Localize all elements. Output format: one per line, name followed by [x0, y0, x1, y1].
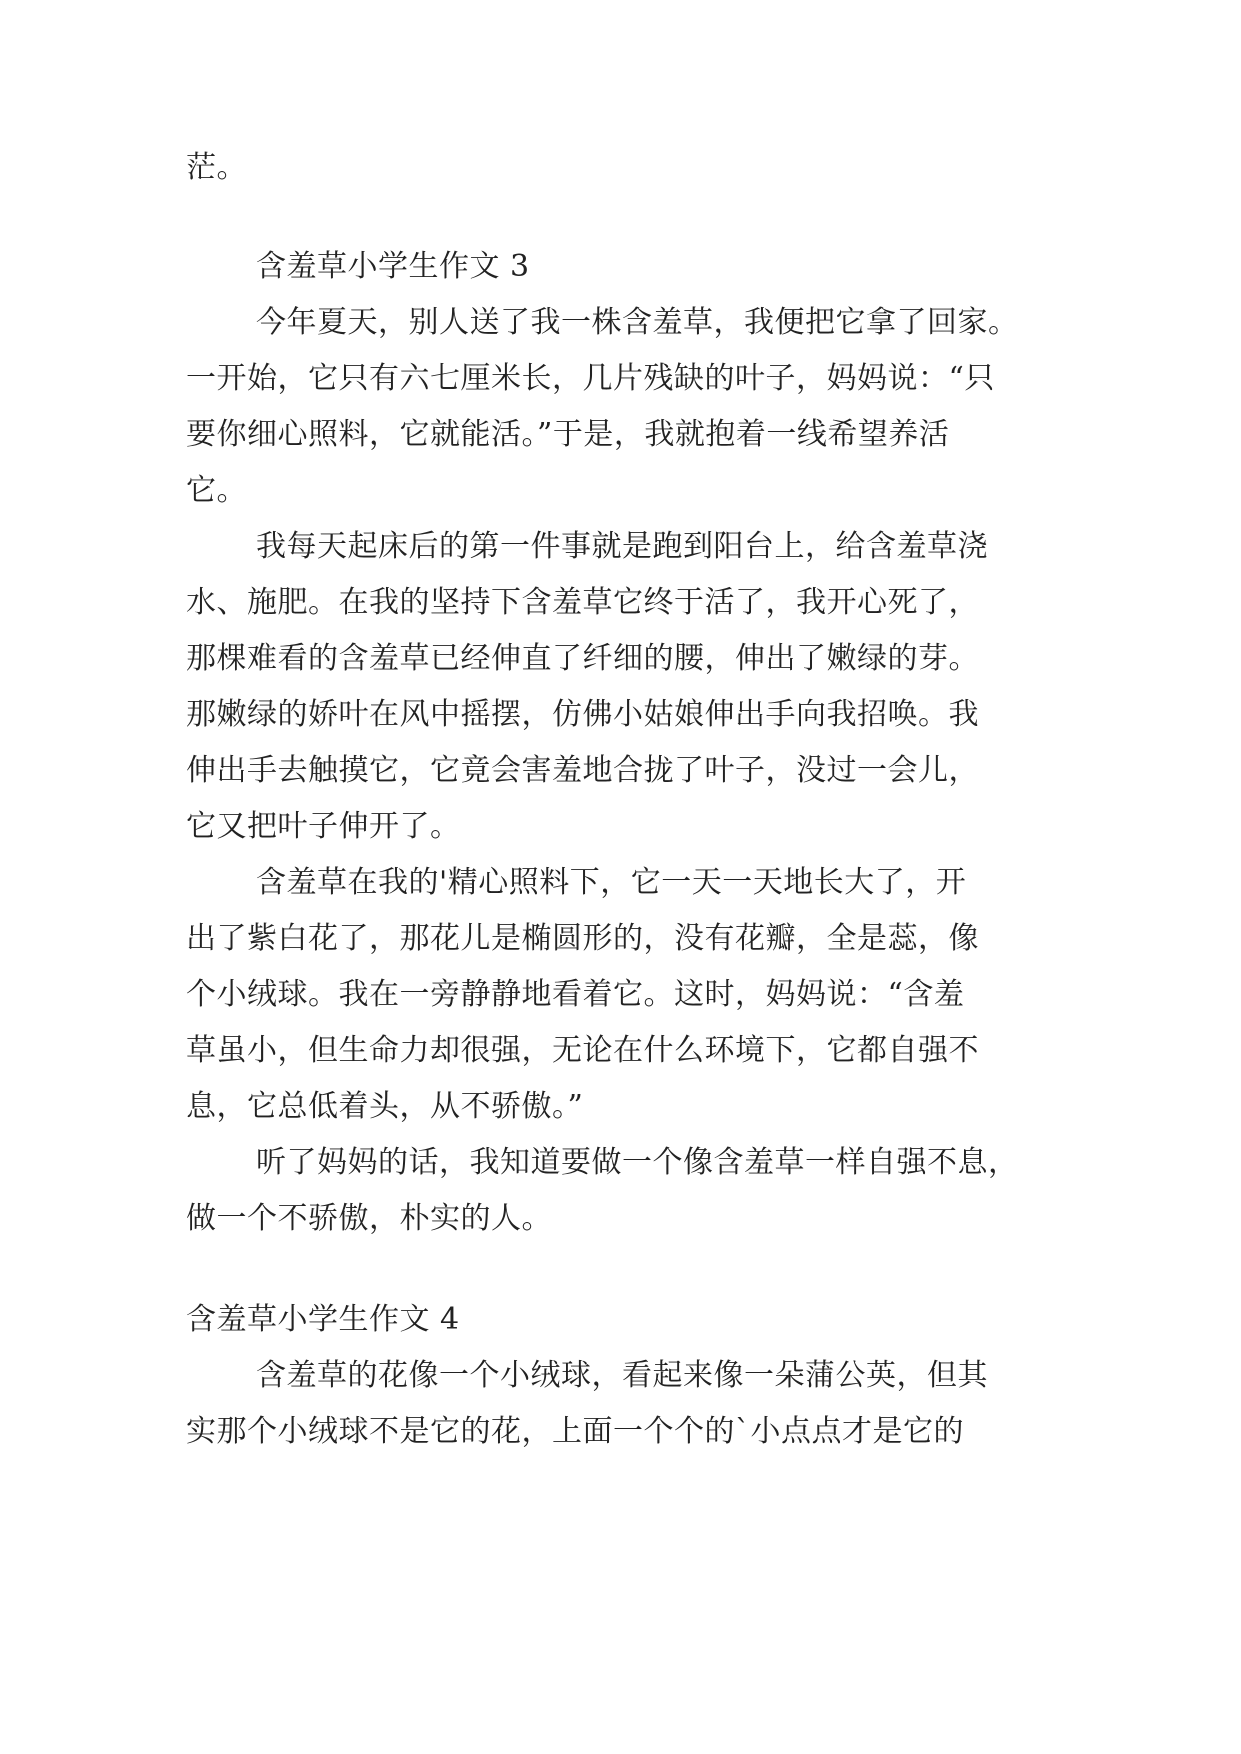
text-line: 它。	[186, 473, 247, 508]
text-line: 个小绒球。我在一旁静静地看着它。这时，妈妈说：“含羞	[186, 977, 965, 1012]
text-line: 草虽小，但生命力却很强，无论在什么环境下，它都自强不	[186, 1033, 979, 1068]
text-line: 含羞草在我的'精心照料下，它一天一天地长大了，开	[256, 865, 967, 900]
text-line: 含羞草的花像一个小绒球，看起来像一朵蒲公英，但其	[256, 1358, 988, 1393]
text-line: 那嫩绿的娇叶在风中摇摆，仿佛小姑娘伸出手向我招唤。我	[186, 697, 979, 732]
text-line: 做一个不骄傲，朴实的人。	[186, 1201, 552, 1236]
text-line: 水、施肥。在我的坚持下含羞草它终于活了，我开心死了，	[186, 585, 979, 620]
text-line: 今年夏天，别人送了我一株含羞草，我便把它拿了回家。	[256, 305, 1019, 340]
section-heading: 含羞草小学生作文 4	[186, 1302, 460, 1337]
text-line: 我每天起床后的第一件事就是跑到阳台上，给含羞草浇	[256, 529, 988, 564]
text-line: 一开始，它只有六七厘米长，几片残缺的叶子，妈妈说：“只	[186, 361, 995, 396]
section-heading: 含羞草小学生作文 3	[256, 249, 530, 284]
text-line: 伸出手去触摸它，它竟会害羞地合拢了叶子，没过一会儿，	[186, 753, 979, 788]
text-line: 出了紫白花了，那花儿是椭圆形的，没有花瓣，全是蕊，像	[186, 921, 979, 956]
text-line: 要你细心照料，它就能活。”于是，我就抱着一线希望养活	[186, 417, 950, 452]
text-line: 实那个小绒球不是它的花，上面一个个的`小点点才是它的	[186, 1414, 964, 1449]
text-line: 息，它总低着头，从不骄傲。”	[186, 1089, 584, 1124]
text-line: 那棵难看的含羞草已经伸直了纤细的腰，伸出了嫩绿的芽。	[186, 641, 979, 676]
text-line: 茫。	[186, 150, 247, 185]
text-line: 听了妈妈的话，我知道要做一个像含羞草一样自强不息，	[256, 1145, 1019, 1180]
text-line: 它又把叶子伸开了。	[186, 809, 461, 844]
